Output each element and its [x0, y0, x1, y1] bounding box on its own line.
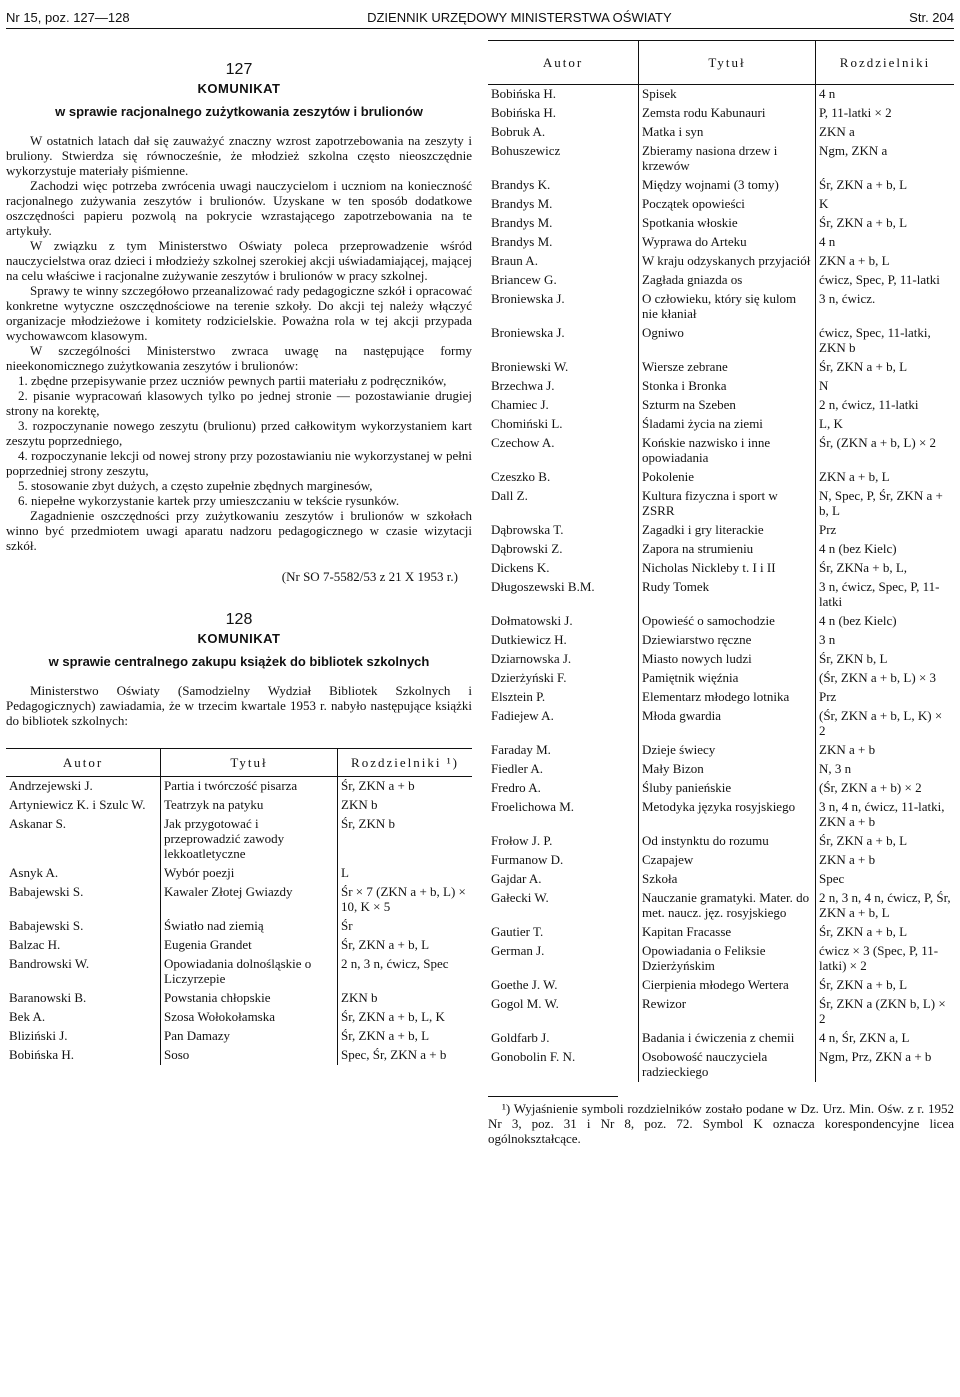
author-cell: Faraday M. — [491, 742, 551, 757]
table-row — [488, 650, 954, 669]
distribution-cell: (Śr, ZKN a + b, L, K) × 2 — [816, 707, 955, 741]
author-cell: Dzierżyński F. — [491, 670, 567, 685]
title-cell: Zagadki i gry literackie — [639, 521, 816, 540]
table-row — [488, 233, 954, 252]
paragraph: W związku z tym Ministerstwo Oświaty poleca przeprowadzenie wśród nauczycielstwa oraz dzieci i młodzieży szkolnej szerokiej akcji uświadamiającej, mającej na celu właściwe i racjonalne zużywanie zeszytów i brulionów w pracy szkolnej. — [6, 238, 472, 283]
distribution-cell: Śr, ZKN a + b, L — [816, 976, 955, 995]
table-row — [488, 1048, 954, 1082]
title-cell: Nicholas Nickleby t. I i II — [639, 559, 816, 578]
distribution-cell: Śr, ZKN a + b, L — [338, 936, 473, 955]
distribution-cell: ZKN b — [338, 989, 473, 1008]
table-row — [488, 123, 954, 142]
paragraph: Ministerstwo Oświaty (Samodzielny Wydział Bibliotek Szkolnych i Pedagogicznych) zawiadamia, że w trzecim kwartale 1953 r. nabyło następujące książki do bibliotek szkolnych: — [6, 683, 472, 728]
author-cell: Baranowski B. — [9, 990, 87, 1005]
title-cell: Młoda gwardia — [639, 707, 816, 741]
list-item: 1. zbędne przepisywanie przez uczniów pewnych partii materiału z podręczników, — [18, 373, 447, 388]
title-cell: Śladami życia na ziemi — [639, 415, 816, 434]
table-row — [6, 989, 472, 1008]
title-cell: Mały Bizon — [639, 760, 816, 779]
distribution-cell: Spec, Śr, ZKN a + b — [338, 1046, 473, 1065]
title-cell: Elementarz młodego lotnika — [639, 688, 816, 707]
table-row — [488, 976, 954, 995]
announcement-127-heading: KOMUNIKAT — [197, 81, 281, 96]
distribution-cell: 2 n, 3 n, 4 n, ćwicz, P, Śr, ZKN a + b, L — [816, 889, 955, 923]
table-row — [488, 851, 954, 870]
title-cell: Partia i twórczość pisarza — [161, 777, 338, 797]
author-cell: Furmanow D. — [491, 852, 564, 867]
table-row — [6, 1008, 472, 1027]
table-row — [488, 176, 954, 195]
title-cell: Kapitan Fracasse — [639, 923, 816, 942]
title-cell: Miasto nowych ludzi — [639, 650, 816, 669]
title-cell: Wyprawa do Arteku — [639, 233, 816, 252]
title-cell: Zbieramy nasiona drzew i krzewów — [639, 142, 816, 176]
author-cell: Długoszewski B.M. — [491, 579, 595, 594]
table-row — [488, 707, 954, 741]
title-cell: Badania i ćwiczenia z chemii — [639, 1029, 816, 1048]
author-cell: Briancew G. — [491, 272, 557, 287]
waste-forms-list — [6, 373, 472, 508]
table-row — [488, 540, 954, 559]
distribution-cell: 4 n (bez Kielc) — [816, 612, 955, 631]
title-cell: Światło nad ziemią — [161, 917, 338, 936]
distribution-cell: ćwicz × 3 (Spec, P, 11-latki) × 2 — [816, 942, 955, 976]
author-cell: Braun A. — [491, 253, 538, 268]
distribution-cell: Śr, ZKN a + b, L — [816, 214, 955, 233]
table-row — [488, 889, 954, 923]
title-cell: Końskie nazwisko i inne opowiadania — [639, 434, 816, 468]
title-cell: Pokolenie — [639, 468, 816, 487]
list-item: 6. niepełne wykorzystanie kartek przy umieszczaniu w tekście rysunków. — [18, 493, 400, 508]
distribution-cell: Śr, ZKN a + b — [338, 777, 473, 797]
author-cell: Asnyk A. — [9, 865, 59, 880]
title-cell: Dzieje świecy — [639, 741, 816, 760]
title-cell: Wiersze zebrane — [639, 358, 816, 377]
title-cell: Metodyka języka rosyjskiego — [639, 798, 816, 832]
column-header-distribution: Rozdzielniki — [816, 41, 955, 85]
author-cell: Broniewska J. — [491, 291, 565, 306]
table-row — [6, 917, 472, 936]
author-cell: Bobińska H. — [9, 1047, 74, 1062]
distribution-cell: Prz — [816, 688, 955, 707]
footnote-rule — [488, 1096, 618, 1097]
books-table-left-body — [6, 777, 472, 1066]
distribution-cell: Śr, ZKN a + b, L — [816, 923, 955, 942]
table-row — [488, 923, 954, 942]
page-header — [6, 6, 954, 29]
author-cell: Brzechwa J. — [491, 378, 555, 393]
distribution-cell: ZKN a + b — [816, 741, 955, 760]
author-cell: Froelichowa M. — [491, 799, 575, 814]
distribution-cell: 3 n, ćwicz. — [816, 290, 955, 324]
author-cell: Gajdar A. — [491, 871, 542, 886]
title-cell: Początek opowieści — [639, 195, 816, 214]
table-row — [488, 631, 954, 650]
table-row — [6, 796, 472, 815]
title-cell: Eugenia Grandet — [161, 936, 338, 955]
author-cell: Dołmatowski J. — [491, 613, 573, 628]
distribution-cell: L — [338, 864, 473, 883]
title-cell: Soso — [161, 1046, 338, 1065]
distribution-cell: (Śr, ZKN a + b, L) × 3 — [816, 669, 955, 688]
list-item: 4. rozpoczynanie lekcji od nowej strony przy pozostawianiu nie wykorzystanej w pełni poprzedniej strony zeszytu, — [6, 448, 472, 478]
table-row — [488, 214, 954, 233]
title-cell: Opowiadania dolnośląskie o Liczyrzepie — [161, 955, 338, 989]
table-row — [488, 324, 954, 358]
distribution-cell: Śr, ZKN a + b, L — [816, 832, 955, 851]
distribution-cell: ZKN a + b, L — [816, 252, 955, 271]
distribution-cell: Śr × 7 (ZKN a + b, L) × 10, K × 5 — [338, 883, 473, 917]
author-cell: Frołow J. P. — [491, 833, 553, 848]
announcement-127-number: 127 — [225, 61, 253, 78]
distribution-cell: 4 n — [816, 85, 955, 105]
announcement-127-body — [6, 133, 472, 553]
distribution-cell: 2 n, 3 n, ćwicz, Spec — [338, 955, 473, 989]
author-cell: Balzac H. — [9, 937, 61, 952]
list-item: 2. pisanie wypracowań klasowych tylko po jednej stronie — pozostawianie drugiej strony na korektę, — [6, 388, 472, 418]
title-cell: Cierpienia młodego Wertera — [639, 976, 816, 995]
author-cell: Bobruk A. — [491, 124, 546, 139]
announcement-128-subject: w sprawie centralnego zakupu książek do bibliotek szkolnych — [48, 654, 430, 669]
author-cell: Broniewski W. — [491, 359, 569, 374]
title-cell: Zagłada gniazda os — [639, 271, 816, 290]
table-row — [488, 377, 954, 396]
table-row — [488, 195, 954, 214]
header-journal-title: DZIENNIK URZĘDOWY MINISTERSTWA OŚWIATY — [367, 9, 672, 25]
distribution-cell: Śr, ZKN a + b, L — [338, 1027, 473, 1046]
table-row — [488, 779, 954, 798]
author-cell: Artyniewicz K. i Szulc W. — [9, 797, 146, 812]
column-header-author: Autor — [488, 41, 639, 85]
table-row — [6, 936, 472, 955]
title-cell: Teatrzyk na patyku — [161, 796, 338, 815]
distribution-cell: Śr, ZKN a (ZKN b, L) × 2 — [816, 995, 955, 1029]
title-cell: Opowiadania o Feliksie Dzierżyńskim — [639, 942, 816, 976]
table-row — [488, 760, 954, 779]
distribution-cell: ZKN a + b — [816, 851, 955, 870]
distribution-cell: (Śr, ZKN a + b) × 2 — [816, 779, 955, 798]
table-row — [6, 864, 472, 883]
distribution-cell: 4 n, Śr, ZKN a, L — [816, 1029, 955, 1048]
title-cell: Śluby panieńskie — [639, 779, 816, 798]
distribution-cell: ćwicz, Spec, 11-latki, ZKN b — [816, 324, 955, 358]
author-cell: Chomiński L. — [491, 416, 563, 431]
table-header-row — [6, 749, 472, 777]
author-cell: Bobińska H. — [491, 105, 556, 120]
distribution-cell: Śr, ZKN b — [338, 815, 473, 864]
title-cell: Jak przygotować i przeprowadzić zawody lekkoatletyczne — [161, 815, 338, 864]
right-column — [488, 40, 954, 1146]
distribution-cell: Śr, ZKN a + b, L — [816, 176, 955, 195]
distribution-cell: P, 11-latki × 2 — [816, 104, 955, 123]
table-row — [488, 142, 954, 176]
author-cell: Bliziński J. — [9, 1028, 68, 1043]
table-row — [6, 1046, 472, 1065]
table-row — [6, 883, 472, 917]
paragraph: Sprawy te winny szczegółowo przeanalizować rady pedagogiczne szkół i opracować konkretne wytyczne oszczędnościowe na terenie szkoły. Do akcji tej należy włączyć organizacje młodzieżowe i komitety rodzicielskie. Poważna rola w tej akcji przypada wychowawcom klasowym. — [6, 283, 472, 343]
announcement-127-subject: w sprawie racjonalnego zużytkowania zeszytów i brulionów — [55, 104, 423, 119]
author-cell: Czechow A. — [491, 435, 555, 450]
paragraph: W szczególności Ministerstwo zwraca uwagę na następujące formy nieekonomicznego zużytkowania zeszytów i brulionów: — [6, 343, 472, 373]
table-row — [488, 415, 954, 434]
title-cell: Między wojnami (3 tomy) — [639, 176, 816, 195]
title-cell: Spotkania włoskie — [639, 214, 816, 233]
author-cell: German J. — [491, 943, 545, 958]
distribution-cell: Śr, ZKN a + b, L — [816, 358, 955, 377]
title-cell: Pamiętnik więźnia — [639, 669, 816, 688]
title-cell: Szturm na Szeben — [639, 396, 816, 415]
table-row — [488, 271, 954, 290]
author-cell: Bobińska H. — [491, 86, 556, 101]
table-row — [6, 955, 472, 989]
title-cell: O człowieku, który się kulom nie kłaniał — [639, 290, 816, 324]
table-row — [488, 688, 954, 707]
distribution-cell: Śr, ZKN a + b, L, K — [338, 1008, 473, 1027]
distribution-cell: Ngm, ZKN a — [816, 142, 955, 176]
column-header-title: Tytuł — [639, 41, 816, 85]
footnote-text: ¹) Wyjaśnienie symboli rozdzielników zostało podane w Dz. Urz. Min. Ośw. z r. 1952 Nr 3, poz. 31 i Nr 8, poz. 72. Symbol K oznacza korespondencyjne licea ogólnokształcące. — [488, 1101, 954, 1146]
title-cell: Opowieść o samochodzie — [639, 612, 816, 631]
closing-paragraph: Zagadnienie oszczędności przy zużytkowaniu zeszytów i brulionów w szkołach winno być przedmiotem uwagi aparatu nadzoru pedagogicznego w czasie wizytacji szkół. — [6, 508, 472, 553]
title-cell: Rudy Tomek — [639, 578, 816, 612]
author-cell: Elsztein P. — [491, 689, 546, 704]
author-cell: Gautier T. — [491, 924, 544, 939]
distribution-cell: Śr, ZKN b, L — [816, 650, 955, 669]
distribution-cell: N, Spec, P, Śr, ZKN a + b, L — [816, 487, 955, 521]
distribution-cell: ćwicz, Spec, P, 11-latki — [816, 271, 955, 290]
books-table-right-body — [488, 85, 954, 1083]
paragraph: Zachodzi więc potrzeba zwrócenia uwagi nauczycielom i uczniom na konieczność racjonalnego zużywania zeszytów i brulionów. Uzyskane w ten sposób dodatkowe oszczędności papieru pozwolą na pokrycie wzrastającego zapotrzebowania na te artykuły. — [6, 178, 472, 238]
column-header-title: Tytuł — [161, 749, 338, 777]
table-row — [488, 252, 954, 271]
table-row — [488, 434, 954, 468]
table-row — [488, 290, 954, 324]
table-row — [488, 942, 954, 976]
author-cell: Dutkiewicz H. — [491, 632, 567, 647]
author-cell: Bek A. — [9, 1009, 46, 1024]
distribution-cell: 3 n, 4 n, ćwicz, 11-latki, ZKN a + b — [816, 798, 955, 832]
title-cell: Dziewiarstwo ręczne — [639, 631, 816, 650]
author-cell: Czeszko B. — [491, 469, 551, 484]
column-header-author: Autor — [6, 749, 161, 777]
author-cell: Dąbrowski Z. — [491, 541, 563, 556]
author-cell: Brandys M. — [491, 196, 553, 211]
distribution-cell: N — [816, 377, 955, 396]
table-row — [488, 396, 954, 415]
title-cell: Zemsta rodu Kabunauri — [639, 104, 816, 123]
distribution-cell: Ngm, Prz, ZKN a + b — [816, 1048, 955, 1082]
table-row — [488, 559, 954, 578]
table-row — [488, 104, 954, 123]
title-cell: Od instynktu do rozumu — [639, 832, 816, 851]
author-cell: Chamiec J. — [491, 397, 549, 412]
author-cell: Fiedler A. — [491, 761, 543, 776]
title-cell: Nauczanie gramatyki. Mater. do met. naucz. jęz. rosyjskiego — [639, 889, 816, 923]
title-cell: Osobowość nauczyciela radzieckiego — [639, 1048, 816, 1082]
distribution-cell: K — [816, 195, 955, 214]
table-row — [6, 777, 472, 797]
author-cell: Goethe J. W. — [491, 977, 558, 992]
author-cell: Fadiejew A. — [491, 708, 554, 723]
header-page-number: Str. 204 — [909, 9, 954, 25]
author-cell: Goldfarb J. — [491, 1030, 550, 1045]
author-cell: Dąbrowska T. — [491, 522, 564, 537]
table-row — [488, 669, 954, 688]
title-cell: Kawaler Złotej Gwiazdy — [161, 883, 338, 917]
title-cell: Pan Damazy — [161, 1027, 338, 1046]
distribution-cell: Prz — [816, 521, 955, 540]
author-cell: Brandys M. — [491, 215, 553, 230]
author-cell: Babajewski S. — [9, 918, 84, 933]
table-row — [488, 358, 954, 377]
table-row — [488, 1029, 954, 1048]
table-row — [6, 815, 472, 864]
distribution-cell: L, K — [816, 415, 955, 434]
announcement-128-body — [6, 683, 472, 728]
author-cell: Gogol M. W. — [491, 996, 559, 1011]
author-cell: Andrzejewski J. — [9, 778, 93, 793]
title-cell: Rewizor — [639, 995, 816, 1029]
author-cell: Askanar S. — [9, 816, 67, 831]
title-cell: Ogniwo — [639, 324, 816, 358]
title-cell: Stonka i Bronka — [639, 377, 816, 396]
announcement-128-number: 128 — [225, 611, 253, 628]
table-row — [6, 1027, 472, 1046]
list-item: 3. rozpoczynanie nowego zeszytu (brulionu) przed całkowitym wykorzystaniem kart zeszytu poprzedniego, — [6, 418, 472, 448]
author-cell: Broniewska J. — [491, 325, 565, 340]
title-cell: Szosa Wołokołamska — [161, 1008, 338, 1027]
distribution-cell: Śr, (ZKN a + b, L) × 2 — [816, 434, 955, 468]
paragraph: W ostatnich latach dał się zauważyć znaczny wzrost zapotrzebowania na zeszyty i bruliony. Stwierdza się równocześnie, że młodzież szkolna często nieoszczędnie wykorzystuje materiały piśmienne. — [6, 133, 472, 178]
table-row — [488, 487, 954, 521]
books-table-right — [488, 40, 954, 1082]
distribution-cell: ZKN b — [338, 796, 473, 815]
title-cell: Spisek — [639, 85, 816, 105]
distribution-cell: 2 n, ćwicz, 11-latki — [816, 396, 955, 415]
title-cell: Czapajew — [639, 851, 816, 870]
table-row — [488, 798, 954, 832]
header-issue: Nr 15, poz. 127—128 — [6, 9, 130, 25]
column-header-distribution: Rozdzielniki ¹) — [338, 749, 473, 777]
title-cell: Kultura fizyczna i sport w ZSRR — [639, 487, 816, 521]
list-item: 5. stosowanie zbyt dużych, a często zupełnie zbędnych marginesów, — [18, 478, 373, 493]
author-cell: Brandys M. — [491, 234, 553, 249]
author-cell: Brandys K. — [491, 177, 551, 192]
author-cell: Bandrowski W. — [9, 956, 90, 971]
author-cell: Dziarnowska J. — [491, 651, 572, 666]
author-cell: Dickens K. — [491, 560, 550, 575]
distribution-cell: 4 n (bez Kielc) — [816, 540, 955, 559]
distribution-cell: N, 3 n — [816, 760, 955, 779]
left-column — [6, 40, 472, 1065]
distribution-cell: 3 n — [816, 631, 955, 650]
author-cell: Babajewski S. — [9, 884, 84, 899]
distribution-cell: 4 n — [816, 233, 955, 252]
title-cell: W kraju odzyskanych przyjaciół — [639, 252, 816, 271]
table-row — [488, 612, 954, 631]
table-row — [488, 578, 954, 612]
announcement-128-heading: KOMUNIKAT — [197, 631, 281, 646]
title-cell: Szkoła — [639, 870, 816, 889]
distribution-cell: Spec — [816, 870, 955, 889]
title-cell: Wybór poezji — [161, 864, 338, 883]
distribution-cell: Śr, ZKNa + b, L, — [816, 559, 955, 578]
distribution-cell: ZKN a + b, L — [816, 468, 955, 487]
author-cell: Gałecki W. — [491, 890, 549, 905]
author-cell: Dall Z. — [491, 488, 528, 503]
table-row — [488, 468, 954, 487]
table-row — [488, 995, 954, 1029]
table-row — [488, 741, 954, 760]
author-cell: Bohuszewicz — [491, 143, 561, 158]
table-row — [488, 832, 954, 851]
distribution-cell: Śr — [338, 917, 473, 936]
author-cell: Gonobolin F. N. — [491, 1049, 576, 1064]
table-row — [488, 85, 954, 105]
announcement-127-reference: (Nr SO 7-5582/53 z 21 X 1953 r.) — [281, 569, 458, 584]
table-row — [488, 870, 954, 889]
author-cell: Fredro A. — [491, 780, 541, 795]
distribution-cell: ZKN a — [816, 123, 955, 142]
title-cell: Zapora na strumieniu — [639, 540, 816, 559]
books-table-left — [6, 748, 472, 1065]
table-header-row — [488, 41, 954, 85]
table-row — [488, 521, 954, 540]
title-cell: Powstania chłopskie — [161, 989, 338, 1008]
title-cell: Matka i syn — [639, 123, 816, 142]
distribution-cell: 3 n, ćwicz, Spec, P, 11-latki — [816, 578, 955, 612]
